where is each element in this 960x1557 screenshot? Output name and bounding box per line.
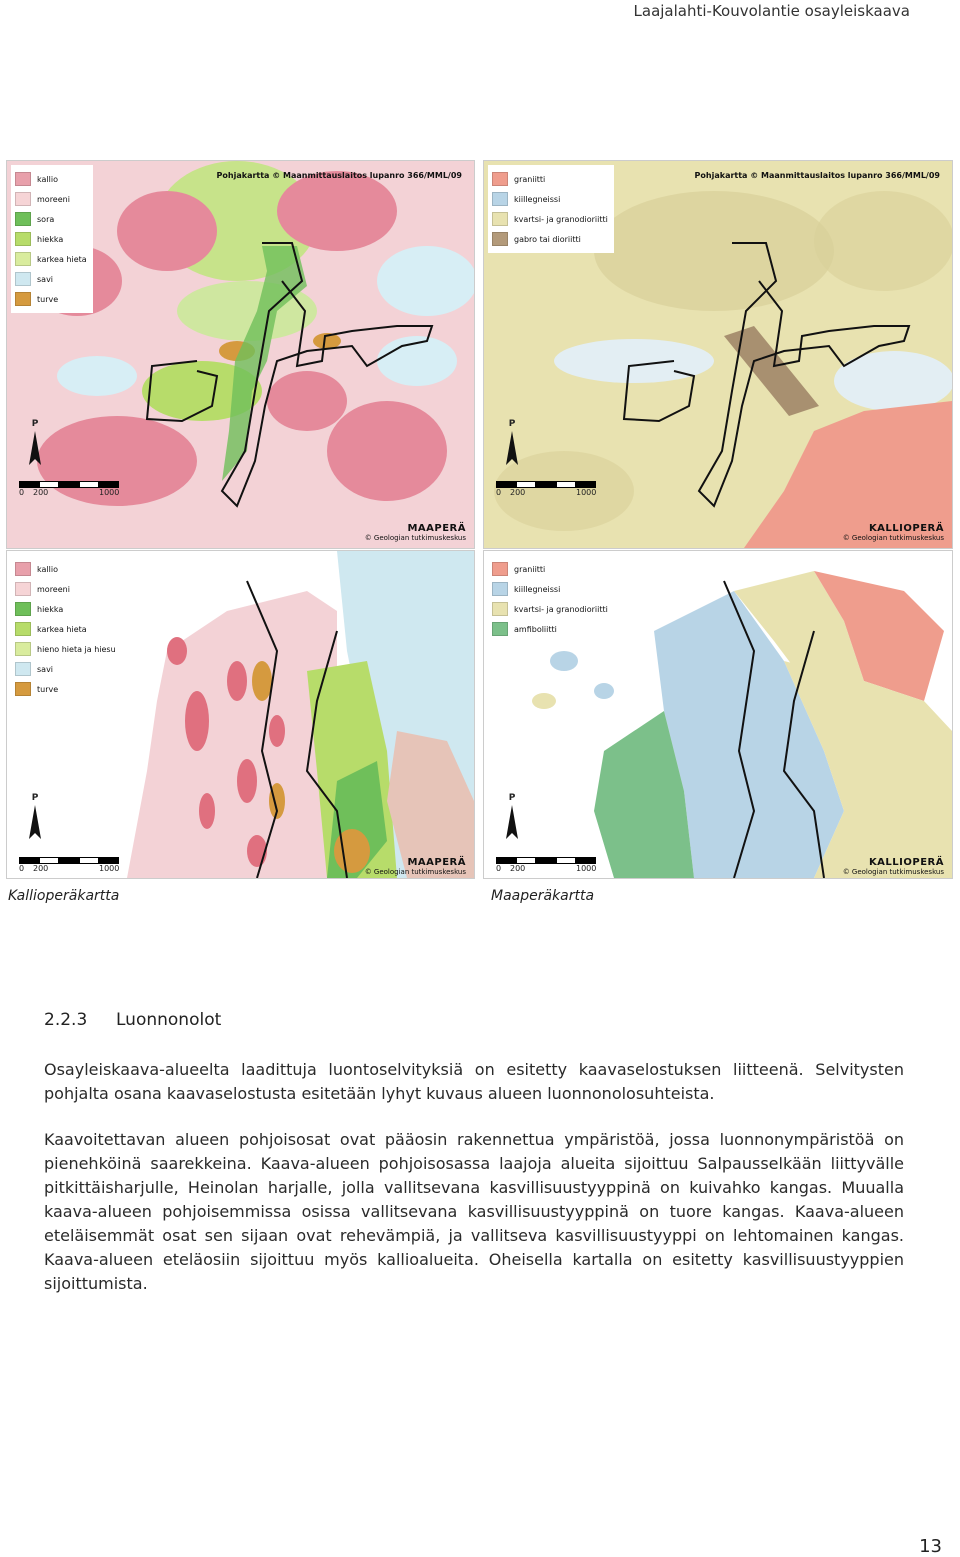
scale-label: 200 xyxy=(33,488,49,497)
legend-label: turve xyxy=(37,294,59,304)
scale-label: 200 xyxy=(33,864,49,873)
running-header: Laajalahti-Kouvolantie osayleiskaava xyxy=(633,2,910,20)
legend-label: graniitti xyxy=(514,174,546,184)
legend-label: turve xyxy=(37,684,59,694)
map-legend xyxy=(488,165,614,253)
legend-item xyxy=(15,639,116,659)
legend-item xyxy=(492,229,608,249)
map-badge-title: KALLIOPERÄ xyxy=(868,857,944,868)
legend-label: kiillegneissi xyxy=(514,194,561,204)
legend-label: kvartsi- ja granodioriitti xyxy=(514,604,608,614)
scale-label: 0 xyxy=(496,864,502,873)
scale-label: 200 xyxy=(510,488,526,497)
legend-item xyxy=(492,579,608,599)
legend-swatch xyxy=(15,682,31,696)
map-badge xyxy=(843,523,944,542)
paragraph: Osayleiskaava-alueelta laadittuja luontoselvityksiä on esitetty kaavaselostuksen liitteenä. Selvitysten pohjalta osana kaavaselostusta esitetään lyhyt kuvaus alueen luonnonolosuhteista. xyxy=(44,1060,904,1103)
legend-label: karkea hieta xyxy=(37,624,87,634)
map-legend xyxy=(11,555,122,703)
legend-label: gabro tai dioriitti xyxy=(514,234,581,244)
legend-label: moreeni xyxy=(37,584,70,594)
legend-item xyxy=(15,599,116,619)
legend-item xyxy=(15,679,116,699)
legend-swatch xyxy=(15,272,31,286)
north-label: P xyxy=(508,793,516,803)
section-heading xyxy=(44,1010,221,1030)
legend-swatch xyxy=(15,662,31,676)
map-badge-sub: © Geologian tutkimuskeskus xyxy=(364,534,466,542)
legend-label: moreeni xyxy=(37,194,70,204)
legend-item xyxy=(492,599,608,619)
legend-label: savi xyxy=(37,274,54,284)
north-arrow xyxy=(502,419,522,469)
legend-swatch xyxy=(15,562,31,576)
bedrock-map-north xyxy=(483,160,953,549)
scale-bar xyxy=(496,481,596,500)
section-title: Luonnonolot xyxy=(116,1010,222,1030)
map-badge-title: MAAPERÄ xyxy=(407,523,466,534)
legend-label: sora xyxy=(37,214,55,224)
north-label: P xyxy=(31,419,39,429)
map-badge-title: MAAPERÄ xyxy=(407,857,466,868)
map-badge-title: KALLIOPERÄ xyxy=(868,523,944,534)
legend-label: savi xyxy=(37,664,54,674)
legend-label: hiekka xyxy=(37,234,64,244)
north-arrow-icon xyxy=(502,429,522,469)
caption-right: Maaperäkartta xyxy=(491,888,595,904)
legend-item xyxy=(492,559,608,579)
legend-swatch xyxy=(15,192,31,206)
soil-map-north xyxy=(6,160,475,549)
north-arrow-icon xyxy=(25,429,45,469)
section-number: 2.2.3 xyxy=(44,1010,88,1030)
legend-label: graniitti xyxy=(514,564,546,574)
legend-label: hieno hieta ja hiesu xyxy=(37,644,116,654)
scale-label: 0 xyxy=(19,864,25,873)
legend-item xyxy=(15,659,116,679)
scale-bar xyxy=(19,857,119,876)
north-arrow xyxy=(25,419,45,469)
legend-swatch xyxy=(492,212,508,226)
legend-label: amfiboliitti xyxy=(514,624,557,634)
scale-bar-segments xyxy=(496,857,596,864)
legend-label: kallio xyxy=(37,174,58,184)
legend-item xyxy=(492,619,608,639)
map-legend xyxy=(488,555,614,643)
legend-item xyxy=(492,169,608,189)
legend-swatch xyxy=(15,602,31,616)
legend-item xyxy=(15,249,87,269)
legend-label: kallio xyxy=(37,564,58,574)
caption-left: Kallioperäkartta xyxy=(8,888,120,904)
legend-item xyxy=(492,209,608,229)
legend-label: kvartsi- ja granodioriitti xyxy=(514,214,608,224)
scale-label: 0 xyxy=(496,488,502,497)
north-arrow xyxy=(502,793,522,843)
north-arrow-icon xyxy=(25,803,45,843)
legend-swatch xyxy=(15,172,31,186)
legend-swatch xyxy=(15,582,31,596)
paragraph: Kaavoitettavan alueen pohjoisosat ovat pääosin rakennettua ympäristöä, jossa luonnonympäristöä on pienehköinä saarekkeina. Kaava-alueen pohjoisosassa laajoja alueita sijoittuu Salpausselkään liittyvälle pitkittäisharjulle, Heinolan harjalle, jolla vallitsevana kasvillisuustyyppinä on kuivahko kangas. Muualla kaava-alueen pohjoisemmissa osissa vallitsevana kasvillisuustyyppinä on tuore kangas. Kaava-alueen eteläisemmät osat sen sijaan ovat rehevämpiä, ja vallitseva kasvillisuustyyppi on lehtomainen kangas. Kaava-alueen eteläosiin sijoittuu myös kallioalueita. Oheisella kartalla on esitetty kasvillisuustyyppien sijoittumista. xyxy=(44,1130,904,1293)
scale-labels xyxy=(496,488,596,500)
legend-label: kiillegneissi xyxy=(514,584,561,594)
legend-item xyxy=(492,189,608,209)
scale-label: 0 xyxy=(19,488,25,497)
legend-item xyxy=(15,189,87,209)
legend-swatch xyxy=(492,172,508,186)
scale-bar xyxy=(19,481,119,500)
north-label: P xyxy=(31,793,39,803)
north-arrow xyxy=(25,793,45,843)
legend-item xyxy=(15,269,87,289)
scale-labels xyxy=(496,864,596,876)
map-legend xyxy=(11,165,93,313)
map-copyright: Pohjakartta © Maanmittauslaitos lupanro 366/MML/09 xyxy=(216,171,462,180)
legend-item xyxy=(15,619,116,639)
map-badge-sub: © Geologian tutkimuskeskus xyxy=(364,868,466,876)
scale-label: 200 xyxy=(510,864,526,873)
scale-bar xyxy=(496,857,596,876)
map-badge xyxy=(843,857,944,876)
legend-swatch xyxy=(15,232,31,246)
page-number: 13 xyxy=(919,1536,942,1557)
legend-item xyxy=(15,209,87,229)
scale-labels xyxy=(19,864,119,876)
legend-swatch xyxy=(15,622,31,636)
map-copyright: Pohjakartta © Maanmittauslaitos lupanro 366/MML/09 xyxy=(694,171,940,180)
legend-swatch xyxy=(15,252,31,266)
legend-item xyxy=(15,229,87,249)
scale-bar-segments xyxy=(19,481,119,488)
legend-item xyxy=(15,169,87,189)
scale-label: 1000 xyxy=(576,864,597,873)
legend-swatch xyxy=(492,602,508,616)
legend-item xyxy=(15,289,87,309)
scale-labels xyxy=(19,488,119,500)
map-badge xyxy=(365,523,466,542)
legend-swatch xyxy=(15,292,31,306)
legend-swatch xyxy=(15,642,31,656)
map-badge xyxy=(365,857,466,876)
legend-label: karkea hieta xyxy=(37,254,87,264)
north-label: P xyxy=(508,419,516,429)
legend-item xyxy=(15,559,116,579)
legend-swatch xyxy=(492,562,508,576)
bedrock-map-south xyxy=(483,550,953,879)
scale-bar-segments xyxy=(19,857,119,864)
map-badge-sub: © Geologian tutkimuskeskus xyxy=(842,868,944,876)
legend-swatch xyxy=(492,232,508,246)
scale-bar-segments xyxy=(496,481,596,488)
scale-label: 1000 xyxy=(576,488,597,497)
scale-label: 1000 xyxy=(99,488,120,497)
legend-swatch xyxy=(492,622,508,636)
legend-swatch xyxy=(15,212,31,226)
north-arrow-icon xyxy=(502,803,522,843)
legend-swatch xyxy=(492,192,508,206)
soil-map-south xyxy=(6,550,475,879)
map-badge-sub: © Geologian tutkimuskeskus xyxy=(842,534,944,542)
legend-swatch xyxy=(492,582,508,596)
legend-label: hiekka xyxy=(37,604,64,614)
scale-label: 1000 xyxy=(99,864,120,873)
legend-item xyxy=(15,579,116,599)
